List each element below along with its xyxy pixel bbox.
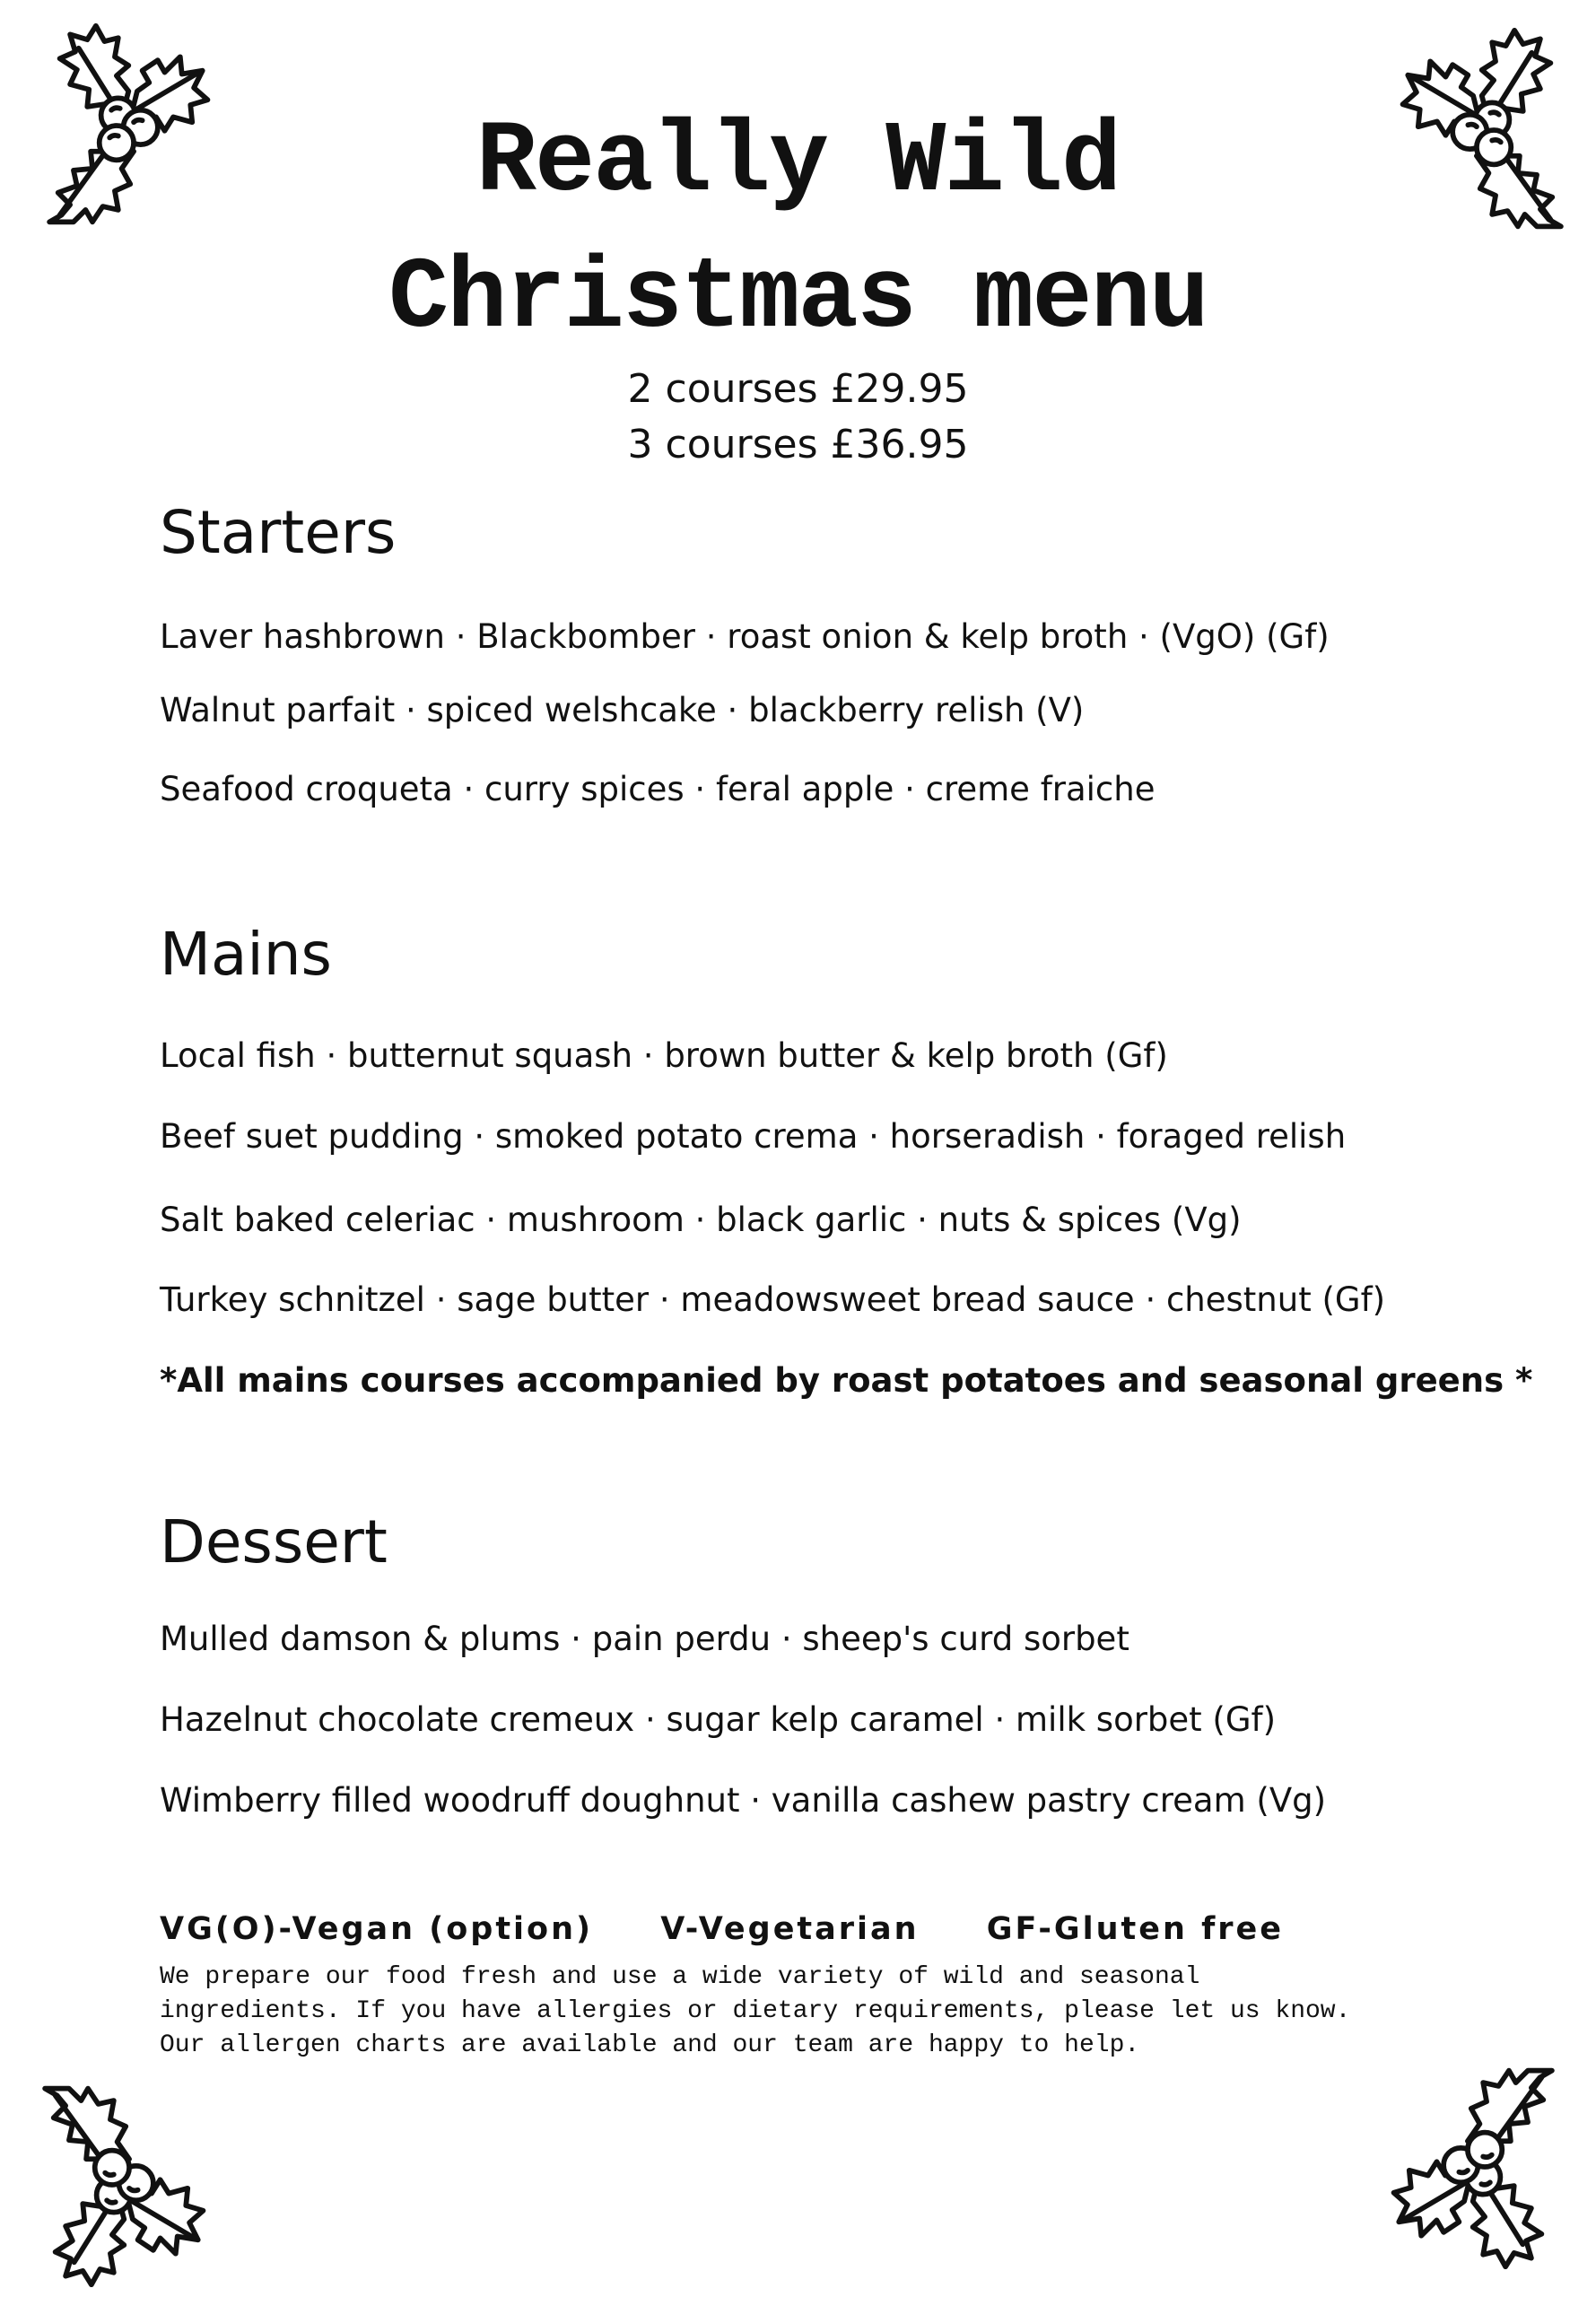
dessert-item: Mulled damson & plums · pain perdu · sheep's curd sorbet xyxy=(160,1620,1129,1658)
main-item: Local fish · butternut squash · brown butter & kelp broth (Gf) xyxy=(160,1036,1168,1075)
dessert-item: Wimberry filled woodruff doughnut · vanilla cashew pastry cream (Vg) xyxy=(160,1781,1327,1820)
menu-title-line2: Christmas menu xyxy=(388,242,1208,356)
dietary-legend xyxy=(160,1911,1338,1947)
starter-item: Laver hashbrown · Blackbomber · roast onion & kelp broth · (VgO) (Gf) xyxy=(160,617,1330,656)
mains-heading: Mains xyxy=(160,920,332,989)
dessert-heading: Dessert xyxy=(160,1507,388,1576)
dessert-item: Hazelnut chocolate cremeux · sugar kelp caramel · milk sorbet (Gf) xyxy=(160,1700,1276,1739)
price-two-courses: 2 courses £29.95 xyxy=(627,366,969,412)
holly-icon xyxy=(27,2082,233,2288)
starter-item: Seafood croqueta · curry spices · feral apple · creme fraiche xyxy=(160,770,1156,808)
allergy-note-line: Our allergen charts are available and our team are happy to help. xyxy=(160,2031,1140,2059)
allergy-note-line: We prepare our food fresh and use a wide variety of wild and seasonal xyxy=(160,1963,1200,1991)
price-three-courses: 3 courses £36.95 xyxy=(627,422,969,467)
starters-heading: Starters xyxy=(160,498,397,567)
allergy-note-line: ingredients. If you have allergies or dietary requirements, please let us know. xyxy=(160,1997,1351,2025)
main-item: Salt baked celeriac · mushroom · black garlic · nuts & spices (Vg) xyxy=(160,1201,1242,1239)
starter-item: Walnut parfait · spiced welshcake · blackberry relish (V) xyxy=(160,691,1085,729)
legend-gluten-free: GF-Gluten free xyxy=(986,1911,1285,1947)
main-item: Beef suet pudding · smoked potato crema · horseradish · foraged relish xyxy=(160,1117,1347,1156)
main-item: Turkey schnitzel · sage butter · meadowsweet bread sauce · chestnut (Gf) xyxy=(160,1280,1386,1319)
mains-accompaniment-note: *All mains courses accompanied by roast potatoes and seasonal greens * xyxy=(160,1361,1533,1400)
legend-vegetarian: V-Vegetarian xyxy=(660,1911,920,1947)
allergy-note xyxy=(160,1961,1350,2063)
holly-icon xyxy=(1364,2064,1570,2270)
menu-title-line1: Really Wild xyxy=(475,106,1121,220)
legend-vegan: VG(O)-Vegan (option) xyxy=(160,1911,594,1947)
